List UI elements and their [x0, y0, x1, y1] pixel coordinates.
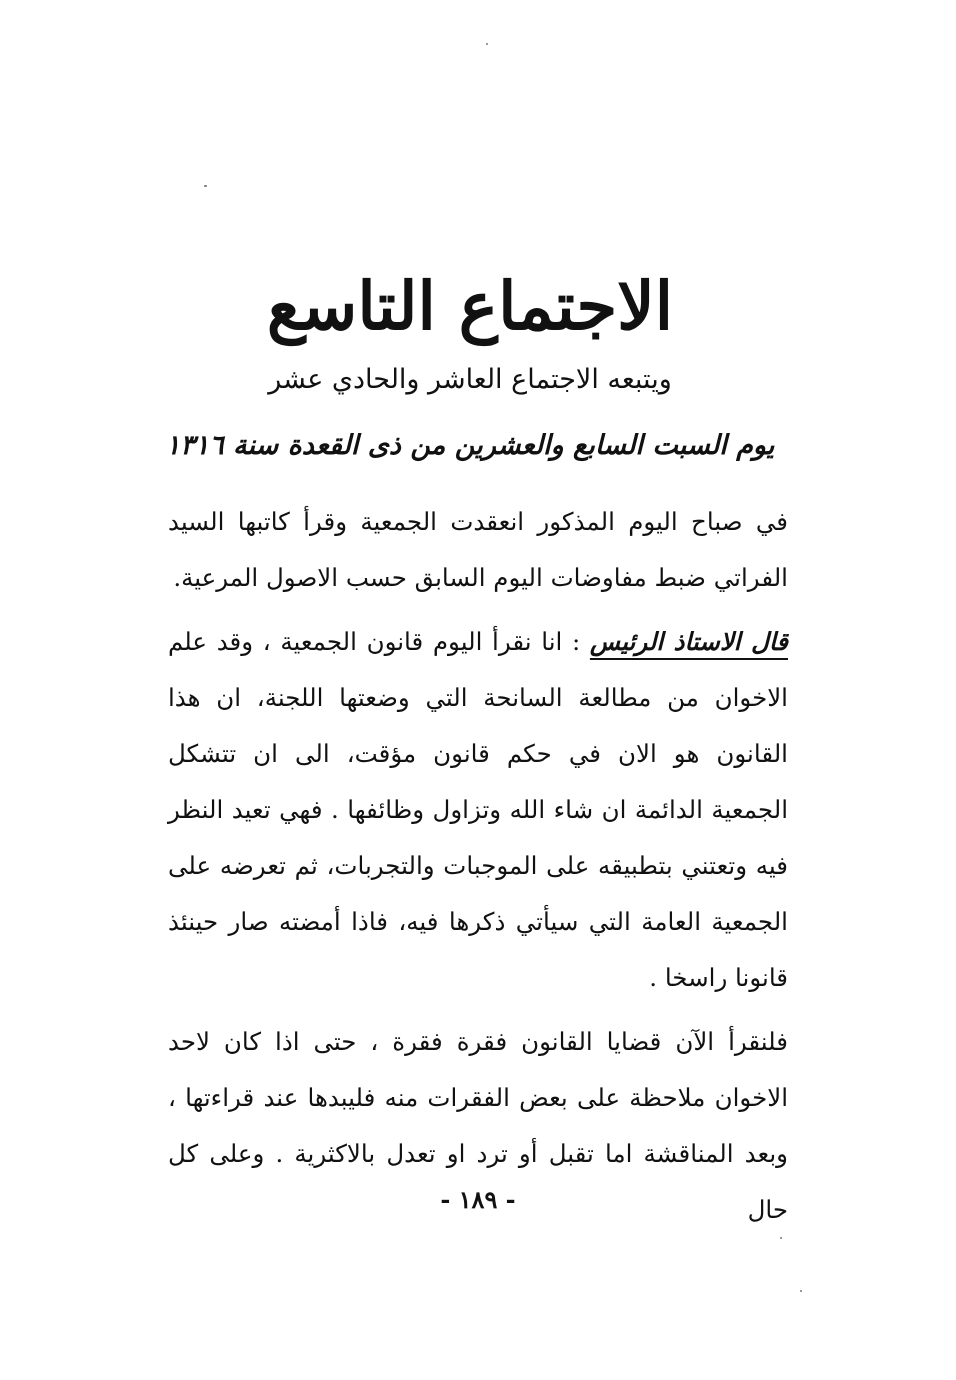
scan-speck [204, 185, 207, 187]
speaker-label: قال الاستاذ الرئيس [589, 627, 788, 656]
meeting-date: يوم السبت السابع والعشرين من ذى القعدة سنة ١٣١٦ [165, 430, 775, 461]
body-text [168, 494, 788, 1238]
scan-speck [486, 43, 488, 45]
page-title: الاجتماع التاسع [266, 267, 674, 345]
scan-speck [800, 1290, 802, 1292]
page-number: - ١٨٩ - [440, 1185, 516, 1214]
page-subtitle: ويتبعه الاجتماع العاشر والحادي عشر [268, 364, 672, 395]
paragraph-3-text: فلنقرأ الآن قضايا القانون فقرة فقرة ، حتى اذا كان لاحد الاخوان ملاحظة على بعض الفقرات منه فليبدها عند قراءتها ، وبعد المناقشة اما تقبل أو ترد او تعدل بالاكثرية . وعلى كل حال [168, 1027, 788, 1224]
paragraph-2-text: : انا نقرأ اليوم قانون الجمعية ، وقد علم الاخوان من مطالعة السانحة التي وضعتها اللجنة، ان هذا القانون هو الان في حكم قانون مؤقت، الى ان تتشكل الجمعية الدائمة ان شاء الله وتزاول وظائفها . فهي تعيد النظر فيه وتعتني بتطبيقه على الموجبات والتجربات، ثم تعرضه على الجمعية العامة التي سيأتي ذكرها فيه، فاذا أمضته صار حينئذ قانونا راسخا . [168, 627, 788, 992]
paragraph-1-text: في صباح اليوم المذكور انعقدت الجمعية وقرأ كاتبها السيد الفراتي ضبط مفاوضات اليوم السابق حسب الاصول المرعية. [168, 507, 788, 592]
scan-speck [780, 1237, 782, 1239]
paragraph-2 [168, 614, 788, 1006]
paragraph-1 [168, 494, 788, 606]
